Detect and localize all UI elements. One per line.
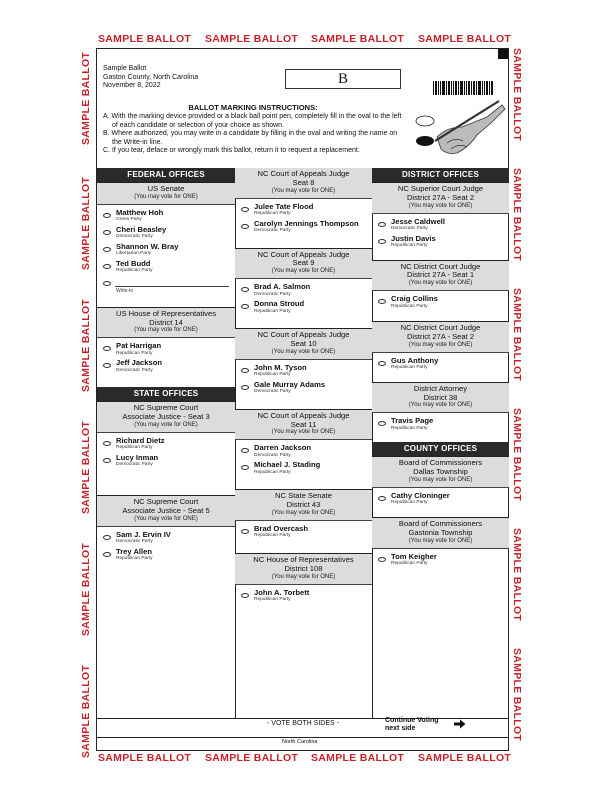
- contest-nc-house-108: [235, 553, 372, 606]
- candidate-option[interactable]: [235, 364, 372, 381]
- contest-district-27a-seat-1: [372, 260, 509, 322]
- candidate-party: Republican Party: [116, 350, 153, 356]
- header-date: November 8, 2022: [103, 82, 161, 89]
- contest-nc-senate-43: [235, 489, 372, 553]
- vote-oval[interactable]: [103, 281, 111, 286]
- watermark-left-3: SAMPLE BALLOT: [80, 298, 92, 392]
- contest-coa-seat-8: [235, 168, 372, 248]
- watermark-left-1: SAMPLE BALLOT: [80, 51, 92, 145]
- vote-oval[interactable]: [378, 222, 386, 227]
- candidate-name: Carolyn Jennings Thompson: [254, 218, 359, 228]
- vote-oval[interactable]: [103, 535, 111, 540]
- candidate-party: Democratic Party: [254, 389, 291, 395]
- candidate-party: Democratic Party: [116, 367, 153, 373]
- vote-oval[interactable]: [241, 465, 249, 470]
- candidate-option[interactable]: [97, 342, 235, 359]
- candidate-name: Lucy Inman: [116, 452, 159, 462]
- candidate-name: Ted Budd: [116, 258, 151, 268]
- contest-subtitle: District 27A - Seat 2: [406, 192, 475, 202]
- watermark-bottom-2: SAMPLE BALLOT: [205, 752, 299, 764]
- candidate-party: Democratic Party: [254, 452, 291, 458]
- write-in-option[interactable]: [97, 277, 235, 297]
- contest-nc-supreme-seat-5: [97, 495, 235, 565]
- vote-oval[interactable]: [241, 529, 249, 534]
- vote-oval[interactable]: [241, 224, 249, 229]
- watermark-right-4: SAMPLE BALLOT: [511, 408, 523, 502]
- contest-header: [372, 457, 509, 488]
- candidate-option[interactable]: [372, 218, 509, 235]
- candidate-name: Craig Collins: [391, 294, 438, 304]
- candidate-name: Brad Overcash: [254, 523, 309, 533]
- candidate-party: Democratic Party: [116, 234, 153, 240]
- candidate-name: Michael J. Stading: [254, 460, 321, 470]
- candidate-option[interactable]: [372, 417, 509, 434]
- contest-title: District Attorney: [413, 383, 468, 393]
- contest-title: NC Supreme Court: [133, 496, 199, 506]
- bottom-divider: [97, 737, 508, 738]
- column-2: [235, 168, 372, 606]
- contest-subtitle: District 27A - Seat 1: [406, 270, 475, 280]
- candidate-party: Democratic Party: [116, 462, 153, 468]
- candidate-option[interactable]: [235, 461, 372, 478]
- ballot-header: [103, 65, 198, 91]
- candidate-option[interactable]: [372, 235, 509, 252]
- contest-title: Board of Commissioners: [398, 458, 483, 468]
- contest-subtitle: District 108: [284, 563, 323, 573]
- section-federal-offices: FEDERAL OFFICES: [97, 168, 235, 182]
- arrow-right-icon: [454, 719, 466, 729]
- contest-title: NC Court of Appeals Judge: [257, 330, 350, 340]
- candidate-party: Republican Party: [391, 561, 428, 567]
- candidate-option[interactable]: [235, 220, 372, 237]
- candidate-name: John M. Tyson: [254, 362, 307, 372]
- watermark-top-3: SAMPLE BALLOT: [311, 33, 405, 45]
- candidate-name: Justin Davis: [391, 233, 436, 243]
- candidate-option[interactable]: [235, 203, 372, 220]
- candidate-party: Democratic Party: [391, 226, 428, 232]
- candidate-option[interactable]: [97, 260, 235, 277]
- candidate-name: Shannon W. Bray: [116, 241, 179, 251]
- contest-header: [235, 490, 372, 521]
- candidate-party: Republican Party: [391, 243, 428, 249]
- corner-timing-mark: [498, 49, 508, 59]
- vote-oval[interactable]: [103, 264, 111, 269]
- watermark-left-4: SAMPLE BALLOT: [80, 420, 92, 514]
- contest-title: NC Superior Court Judge: [397, 184, 484, 193]
- candidate-party: Republican Party: [254, 372, 291, 378]
- ballot-page: [96, 48, 509, 751]
- write-in-line[interactable]: [115, 286, 229, 287]
- vote-for-instruction: (You may vote for ONE): [408, 341, 473, 348]
- candidate-party: Republican Party: [391, 425, 428, 431]
- watermark-right-2: SAMPLE BALLOT: [511, 168, 523, 262]
- candidate-option[interactable]: [235, 300, 372, 317]
- vote-oval[interactable]: [378, 239, 386, 244]
- contest-header: [372, 383, 509, 414]
- contest-subtitle: District 38: [423, 392, 458, 402]
- candidate-party: Republican Party: [391, 365, 428, 371]
- footer-divider: [97, 718, 508, 719]
- candidate-option[interactable]: [372, 357, 509, 374]
- candidate-name: Richard Dietz: [116, 435, 165, 445]
- vote-oval[interactable]: [378, 299, 386, 304]
- contest-subtitle: District 27A - Seat 2: [406, 331, 475, 341]
- contest-header: [372, 261, 509, 292]
- candidate-option[interactable]: [97, 531, 235, 548]
- watermark-right-1: SAMPLE BALLOT: [511, 48, 523, 142]
- section-county-offices: COUNTY OFFICES: [372, 442, 509, 456]
- vote-for-instruction: (You may vote for ONE): [408, 476, 473, 483]
- pen-marking-illustration: [407, 97, 507, 167]
- contest-header: [235, 554, 372, 585]
- vote-oval[interactable]: [103, 346, 111, 351]
- contest-header: [235, 249, 372, 280]
- watermark-top-4: SAMPLE BALLOT: [418, 33, 512, 45]
- contest-subtitle: Dallas Township: [413, 467, 468, 477]
- contest-subtitle: Seat 8: [292, 177, 315, 187]
- candidate-option[interactable]: [235, 589, 372, 606]
- vote-for-instruction: (You may vote for ONE): [408, 202, 473, 209]
- candidate-name: Gale Murray Adams: [254, 379, 326, 389]
- candidate-option[interactable]: [97, 209, 235, 226]
- contest-nc-supreme-seat-3: [97, 401, 235, 495]
- vote-oval[interactable]: [241, 304, 249, 309]
- contest-title: NC Supreme Court: [133, 403, 199, 413]
- instruction-b: B. Where authorized, you may write in a candidate by filling in the oval and writing the name on the Write-in line.: [103, 130, 398, 146]
- candidate-party: Republican Party: [254, 211, 291, 217]
- candidate-name: Trey Allen: [116, 546, 153, 556]
- watermark-top-1: SAMPLE BALLOT: [98, 33, 192, 45]
- watermark-right-6: SAMPLE BALLOT: [511, 648, 523, 742]
- vote-for-instruction: (You may vote for ONE): [134, 515, 198, 522]
- candidate-party: Republican Party: [254, 597, 291, 603]
- barcode: [433, 81, 495, 95]
- watermark-bottom-3: SAMPLE BALLOT: [311, 752, 405, 764]
- contest-subtitle: Gastonia Township: [408, 527, 473, 537]
- contest-title: Board of Commissioners: [398, 518, 483, 528]
- candidate-option[interactable]: [97, 548, 235, 565]
- candidate-party: Republican Party: [116, 445, 153, 451]
- candidate-party: Libertarian Party: [116, 251, 152, 257]
- vote-oval[interactable]: [241, 593, 249, 598]
- candidate-name: Cathy Cloninger: [391, 490, 450, 500]
- contest-header: [97, 183, 235, 205]
- watermark-bottom-4: SAMPLE BALLOT: [418, 752, 512, 764]
- vote-oval[interactable]: [241, 207, 249, 212]
- contest-title: NC Court of Appeals Judge: [257, 169, 350, 178]
- ballot-style-box: B: [285, 69, 401, 89]
- watermark-right-3: SAMPLE BALLOT: [511, 288, 523, 382]
- contest-coa-seat-9: [235, 248, 372, 329]
- contest-title: NC District Court Judge: [400, 323, 481, 333]
- contest-header: [372, 183, 509, 214]
- contest-subtitle: District 14: [149, 317, 183, 327]
- contest-header: [235, 168, 372, 199]
- vote-for-instruction: (You may vote for ONE): [408, 537, 473, 544]
- vote-oval[interactable]: [241, 368, 249, 373]
- contest-district-27a-seat-2: [372, 321, 509, 382]
- vote-oval[interactable]: [378, 361, 386, 366]
- watermark-bottom-1: SAMPLE BALLOT: [98, 752, 192, 764]
- contest-us-house: [97, 307, 235, 388]
- candidate-option[interactable]: [97, 454, 235, 471]
- vote-oval[interactable]: [103, 213, 111, 218]
- contest-district-attorney-38: [372, 382, 509, 443]
- candidate-option[interactable]: [97, 226, 235, 243]
- contest-title: US Senate: [147, 184, 185, 193]
- contest-header: [235, 410, 372, 441]
- contest-header: [97, 496, 235, 527]
- continue-voting-notice: [385, 717, 439, 733]
- vote-oval[interactable]: [241, 385, 249, 390]
- candidate-party: Republican Party: [254, 469, 291, 475]
- vote-oval[interactable]: [103, 441, 111, 446]
- vote-oval[interactable]: [103, 363, 111, 368]
- candidate-party: Republican Party: [254, 533, 291, 539]
- candidate-option[interactable]: [235, 381, 372, 398]
- watermark-right-5: SAMPLE BALLOT: [511, 528, 523, 622]
- candidate-party: Democratic Party: [254, 291, 291, 297]
- vote-oval[interactable]: [241, 287, 249, 292]
- vote-oval[interactable]: [103, 552, 111, 557]
- candidate-name: Travis Page: [391, 416, 434, 426]
- contest-commissioners-dallas: [372, 456, 509, 517]
- candidate-option[interactable]: [97, 359, 235, 376]
- candidate-name: Brad A. Salmon: [254, 282, 311, 292]
- vote-oval[interactable]: [103, 230, 111, 235]
- candidate-party: Democratic Party: [254, 228, 291, 234]
- contest-header: [372, 518, 509, 549]
- contest-subtitle: Seat 9: [292, 258, 315, 268]
- vote-oval[interactable]: [378, 421, 386, 426]
- candidate-name: Pat Harrigan: [116, 341, 162, 351]
- vote-for-instruction: (You may vote for ONE): [271, 268, 336, 275]
- contest-us-senate: [97, 182, 235, 307]
- write-in-label: Write-in: [116, 287, 134, 294]
- candidate-name: John A. Torbett: [254, 587, 310, 597]
- candidate-party: Green Party: [116, 217, 142, 223]
- contest-header: [97, 402, 235, 433]
- candidate-name: Tom Keigher: [391, 551, 437, 561]
- contest-title: US House of Representatives: [115, 308, 217, 318]
- contest-header: [235, 329, 372, 360]
- contest-superior-27a-seat-2: [372, 182, 509, 260]
- candidate-option[interactable]: [372, 492, 509, 509]
- watermark-top-2: SAMPLE BALLOT: [205, 33, 299, 45]
- vote-for-instruction: (You may vote for ONE): [134, 193, 198, 200]
- candidate-option[interactable]: [235, 444, 372, 461]
- vote-for-instruction: (You may vote for ONE): [408, 402, 473, 409]
- contest-header: [97, 308, 235, 339]
- candidate-party: Republican Party: [391, 303, 428, 309]
- vote-oval[interactable]: [103, 458, 111, 463]
- contest-title: NC Court of Appeals Judge: [257, 410, 350, 420]
- contest-title: NC District Court Judge: [400, 261, 481, 271]
- contest-title: NC Court of Appeals Judge: [257, 249, 350, 259]
- vote-for-instruction: (You may vote for ONE): [134, 421, 198, 428]
- watermark-left-2: SAMPLE BALLOT: [80, 176, 92, 270]
- section-district-offices: DISTRICT OFFICES: [372, 168, 509, 182]
- vote-for-instruction: (You may vote for ONE): [271, 573, 336, 580]
- candidate-party: Republican Party: [391, 500, 428, 506]
- marking-instructions: [103, 104, 403, 155]
- contest-commissioners-gastonia: [372, 517, 509, 570]
- header-county: Gaston County, North Carolina: [103, 73, 199, 81]
- candidate-party: Republican Party: [116, 268, 153, 274]
- state-name: North Carolina: [282, 739, 318, 745]
- candidate-option[interactable]: [97, 437, 235, 454]
- candidate-name: Darren Jackson: [254, 443, 311, 453]
- continue-line-2: next side: [385, 725, 416, 732]
- vote-for-instruction: (You may vote for ONE): [271, 509, 336, 516]
- vote-for-instruction: (You may vote for ONE): [408, 280, 473, 287]
- candidate-name: Matthew Hoh: [116, 207, 164, 217]
- vote-for-instruction: (You may vote for ONE): [271, 429, 336, 436]
- candidate-name: Julee Tate Flood: [254, 201, 314, 211]
- contest-title: NC State Senate: [275, 491, 332, 501]
- contest-subtitle: Seat 10: [290, 338, 317, 348]
- contest-subtitle: Associate Justice - Seat 5: [122, 505, 210, 515]
- candidate-name: Cheri Beasley: [116, 224, 167, 234]
- vote-oval[interactable]: [103, 247, 111, 252]
- instructions-title: BALLOT MARKING INSTRUCTIONS:: [188, 103, 318, 112]
- candidate-option[interactable]: [372, 553, 509, 570]
- candidate-option[interactable]: [235, 283, 372, 300]
- vote-oval[interactable]: [378, 496, 386, 501]
- candidate-name: Jesse Caldwell: [391, 216, 446, 226]
- candidate-option[interactable]: [97, 243, 235, 260]
- candidate-name: Jeff Jackson: [116, 358, 163, 368]
- candidate-name: Gus Anthony: [391, 355, 439, 365]
- vote-oval[interactable]: [378, 557, 386, 562]
- column-3: [372, 168, 509, 570]
- contest-coa-seat-11: [235, 409, 372, 490]
- header-title: Sample Ballot: [103, 65, 147, 72]
- contest-header: [372, 322, 509, 353]
- contest-coa-seat-10: [235, 328, 372, 409]
- vote-for-instruction: (You may vote for ONE): [271, 348, 336, 355]
- candidate-party: Republican Party: [116, 556, 153, 562]
- contest-subtitle: District 43: [286, 500, 321, 510]
- contest-title: NC House of Representatives: [253, 554, 354, 564]
- candidate-name: Sam J. Ervin IV: [116, 529, 171, 539]
- section-state-offices: STATE OFFICES: [97, 387, 235, 401]
- vote-both-sides-notice: - VOTE BOTH SIDES -: [267, 720, 339, 727]
- instruction-c: C. If you tear, deface or wrongly mark this ballot, return it to request a replacement.: [103, 147, 360, 155]
- vote-for-instruction: (You may vote for ONE): [134, 327, 198, 334]
- contest-subtitle: Associate Justice - Seat 3: [122, 412, 210, 422]
- candidate-party: Democratic Party: [116, 539, 153, 545]
- watermark-left-5: SAMPLE BALLOT: [80, 542, 92, 636]
- contest-subtitle: Seat 11: [290, 419, 317, 429]
- candidate-option[interactable]: [235, 525, 372, 542]
- vote-for-instruction: (You may vote for ONE): [271, 187, 336, 194]
- continue-line-1: Continue Voting: [385, 717, 439, 724]
- column-1: [97, 168, 235, 565]
- candidate-option[interactable]: [372, 295, 509, 312]
- instruction-a: A. With the marking device provided or a black ball point pen, completely fill in the oval to the left of each candidate or selection of your choice as shown.: [103, 113, 402, 129]
- candidate-name: Donna Stroud: [254, 299, 305, 309]
- watermark-left-6: SAMPLE BALLOT: [80, 664, 92, 758]
- vote-oval[interactable]: [241, 448, 249, 453]
- candidate-party: Republican Party: [254, 308, 291, 314]
